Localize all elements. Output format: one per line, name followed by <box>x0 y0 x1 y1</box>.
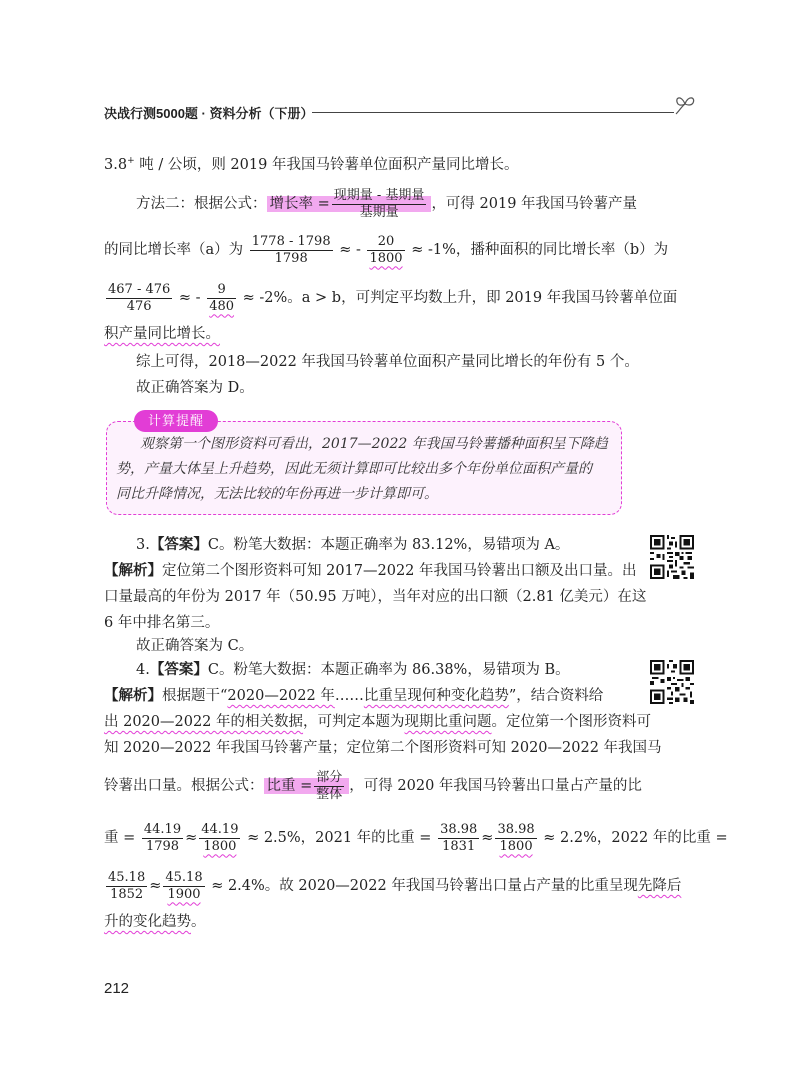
q4-analysis-line-3: 知 2020—2022 年我国马铃薯产量；定位第二个图形资料可知 2020—2022 年我国马 <box>104 740 662 756</box>
fraction-denominator: 整体 <box>316 786 343 802</box>
underlined-text: 现期比重问题 <box>404 714 492 730</box>
formula-lhs: 比重 = <box>266 778 313 794</box>
approx-sign: ≈ - <box>339 242 361 258</box>
fraction <box>438 822 479 855</box>
fraction-denominator: 1831 <box>442 838 476 854</box>
q4-analysis-line-6 <box>104 866 681 906</box>
body-line-7: 故正确答案为 D。 <box>136 380 254 396</box>
fraction <box>106 870 147 903</box>
fraction-numerator: 38.98 <box>497 821 535 837</box>
fraction <box>142 822 183 855</box>
fraction-numerator: 45.18 <box>108 869 146 885</box>
fraction-denominator: 1798 <box>145 838 180 854</box>
fraction <box>199 822 240 855</box>
header-rule <box>312 112 674 113</box>
body-text: 吨 / 公顷，则 2019 年我国马铃薯单位面积产量同比增长。 <box>134 156 519 173</box>
body-line-5 <box>104 324 220 344</box>
question-number: 3. <box>136 537 150 553</box>
analysis-text: ≈ 2.2%，2022 年的比重 = <box>543 830 728 846</box>
q4-answer <box>136 660 570 680</box>
answer-text: C。粉笔大数据：本题正确率为 83.12%，易错项为 A。 <box>207 537 570 553</box>
formula-lhs: 增长率 = <box>269 196 330 212</box>
fraction <box>163 870 204 903</box>
fraction <box>495 822 536 855</box>
fraction-numerator: 38.98 <box>440 821 478 837</box>
body-line-1 <box>104 151 518 175</box>
fraction-denominator: 1800 <box>499 838 533 854</box>
underlined-text: 2020—2022 年 <box>227 688 335 704</box>
formula-fraction <box>314 770 344 803</box>
analysis-text: 定位第二个图形资料可知 2017—2022 年我国马铃薯出口额及出口量。出 <box>162 563 637 579</box>
fraction <box>207 282 236 315</box>
fraction-numerator: 44.19 <box>201 821 239 837</box>
q3-answer <box>136 535 569 555</box>
body-line-2 <box>136 184 637 224</box>
body-line-4 <box>104 278 677 318</box>
body-line-6: 综上可得，2018—2022 年我国马铃薯单位面积产量同比增长的年份有 5 个。 <box>136 354 639 370</box>
proportion-formula <box>264 769 350 802</box>
question-number: 4. <box>136 662 150 678</box>
formula-fraction <box>332 188 427 221</box>
fraction-denominator: 基期量 <box>359 204 399 220</box>
fraction-numerator: 部分 <box>316 769 343 785</box>
approx-sign: ≈ <box>185 830 198 846</box>
body-line-3 <box>104 230 668 270</box>
fraction-numerator: 467 - 476 <box>108 281 171 297</box>
page-number: 212 <box>104 980 130 997</box>
fraction <box>250 234 333 267</box>
underlined-text: 升的变化趋势 <box>104 914 191 930</box>
underlined-text: 出 2020—2022 年的相关数据 <box>104 714 304 730</box>
q4-analysis-line-1 <box>104 686 603 706</box>
fraction-denominator: 1800 <box>369 250 403 266</box>
superscript: + <box>127 156 135 166</box>
tip-line-1: 观察第一个图形资料可看出，2017—2022 年我国马铃薯播种面积呈下降趋 <box>140 436 608 452</box>
underlined-text: 比重呈现何种变化趋势 <box>363 688 509 704</box>
fraction-denominator: 1798 <box>274 250 308 266</box>
fraction-numerator: 44.19 <box>143 821 182 837</box>
sprout-icon <box>672 92 698 116</box>
q4-analysis-line-2 <box>104 712 651 732</box>
analysis-text: ”，结合资料给 <box>508 688 604 704</box>
q4-analysis-line-5 <box>104 818 728 858</box>
tip-line-2: 势，产量大体呈上升趋势，因此无须计算即可比较出多个年份单位面积产量的 <box>116 461 592 477</box>
growth-rate-formula <box>267 187 432 220</box>
body-text: ≈ -1%，播种面积的同比增长率（b）为 <box>411 242 669 258</box>
body-text: ，可得 2019 年我国马铃薯产量 <box>431 196 638 212</box>
fraction-numerator: 45.18 <box>165 869 203 885</box>
body-text: 方法二：根据公式： <box>136 196 267 212</box>
q4-analysis-line-4 <box>104 766 642 806</box>
analysis-tag: 【解析】 <box>104 562 162 579</box>
fraction-numerator: 9 <box>207 282 236 299</box>
body-text: 的同比增长率（a）为 <box>104 242 244 258</box>
approx-sign: ≈ - <box>178 290 201 306</box>
fraction-denominator: 476 <box>126 298 152 314</box>
analysis-text: ≈ 2.4%。故 2020—2022 年我国马铃薯出口量占产量的比重呈现 <box>211 878 638 894</box>
fraction <box>367 234 404 267</box>
fraction <box>106 282 172 315</box>
qr-code-icon[interactable] <box>650 535 694 579</box>
q3-analysis-line-1 <box>104 561 637 581</box>
analysis-text: ≈ 2.5%，2021 年的比重 = <box>247 830 432 846</box>
fraction-numerator: 现期量 - 基期量 <box>333 187 425 203</box>
answer-text: C。粉笔大数据：本题正确率为 86.38%，易错项为 B。 <box>207 662 570 678</box>
value-text: 3.8 <box>104 156 128 173</box>
approx-sign: ≈ <box>149 878 162 894</box>
qr-code-icon[interactable] <box>650 660 694 704</box>
body-text: ≈ -2%。a > b，可判定平均数上升，即 2019 年我国马铃薯单位面 <box>242 290 678 306</box>
q3-conclusion: 故正确答案为 C。 <box>136 638 254 654</box>
fraction-numerator: 20 <box>367 234 404 251</box>
fraction-denominator: 1852 <box>110 886 144 902</box>
analysis-text: 重 = <box>104 830 136 846</box>
approx-sign: ≈ <box>481 830 494 846</box>
fraction-denominator: 1800 <box>203 838 237 854</box>
analysis-tag: 【解析】 <box>104 687 162 704</box>
analysis-text: 根据题干“ <box>162 688 228 704</box>
q4-analysis-line-7 <box>104 912 206 932</box>
analysis-text: 。定位第一个图形资料可 <box>491 714 652 730</box>
answer-tag: 【答案】 <box>149 536 208 553</box>
running-header: 决战行测5000题 · 资料分析（下册） <box>104 106 314 121</box>
analysis-text: …… <box>334 688 364 704</box>
q3-analysis-line-3: 6 年中排名第三。 <box>104 615 220 631</box>
q3-analysis-line-2: 口量最高的年份为 2017 年（50.95 万吨），当年对应的出口额（2.81 亿美元）在这 <box>104 589 647 605</box>
calculation-tip-label: 计算提醒 <box>134 410 218 432</box>
answer-tag: 【答案】 <box>149 661 208 678</box>
body-text: 积产量同比增长。 <box>104 326 220 342</box>
tip-line-3: 同比升降情况，无法比较的年份再进一步计算即可。 <box>116 486 438 502</box>
fraction-denominator: 1900 <box>167 886 201 902</box>
analysis-text: ，可判定本题为 <box>303 714 405 730</box>
fraction-denominator: 480 <box>209 298 235 314</box>
underlined-text: 先降后 <box>637 878 682 894</box>
analysis-text: 。 <box>191 914 206 930</box>
analysis-text: 铃薯出口量。根据公式： <box>104 778 264 794</box>
analysis-text: ，可得 2020 年我国马铃薯出口量占产量的比 <box>349 778 642 794</box>
fraction-numerator: 1778 - 1798 <box>251 233 331 249</box>
